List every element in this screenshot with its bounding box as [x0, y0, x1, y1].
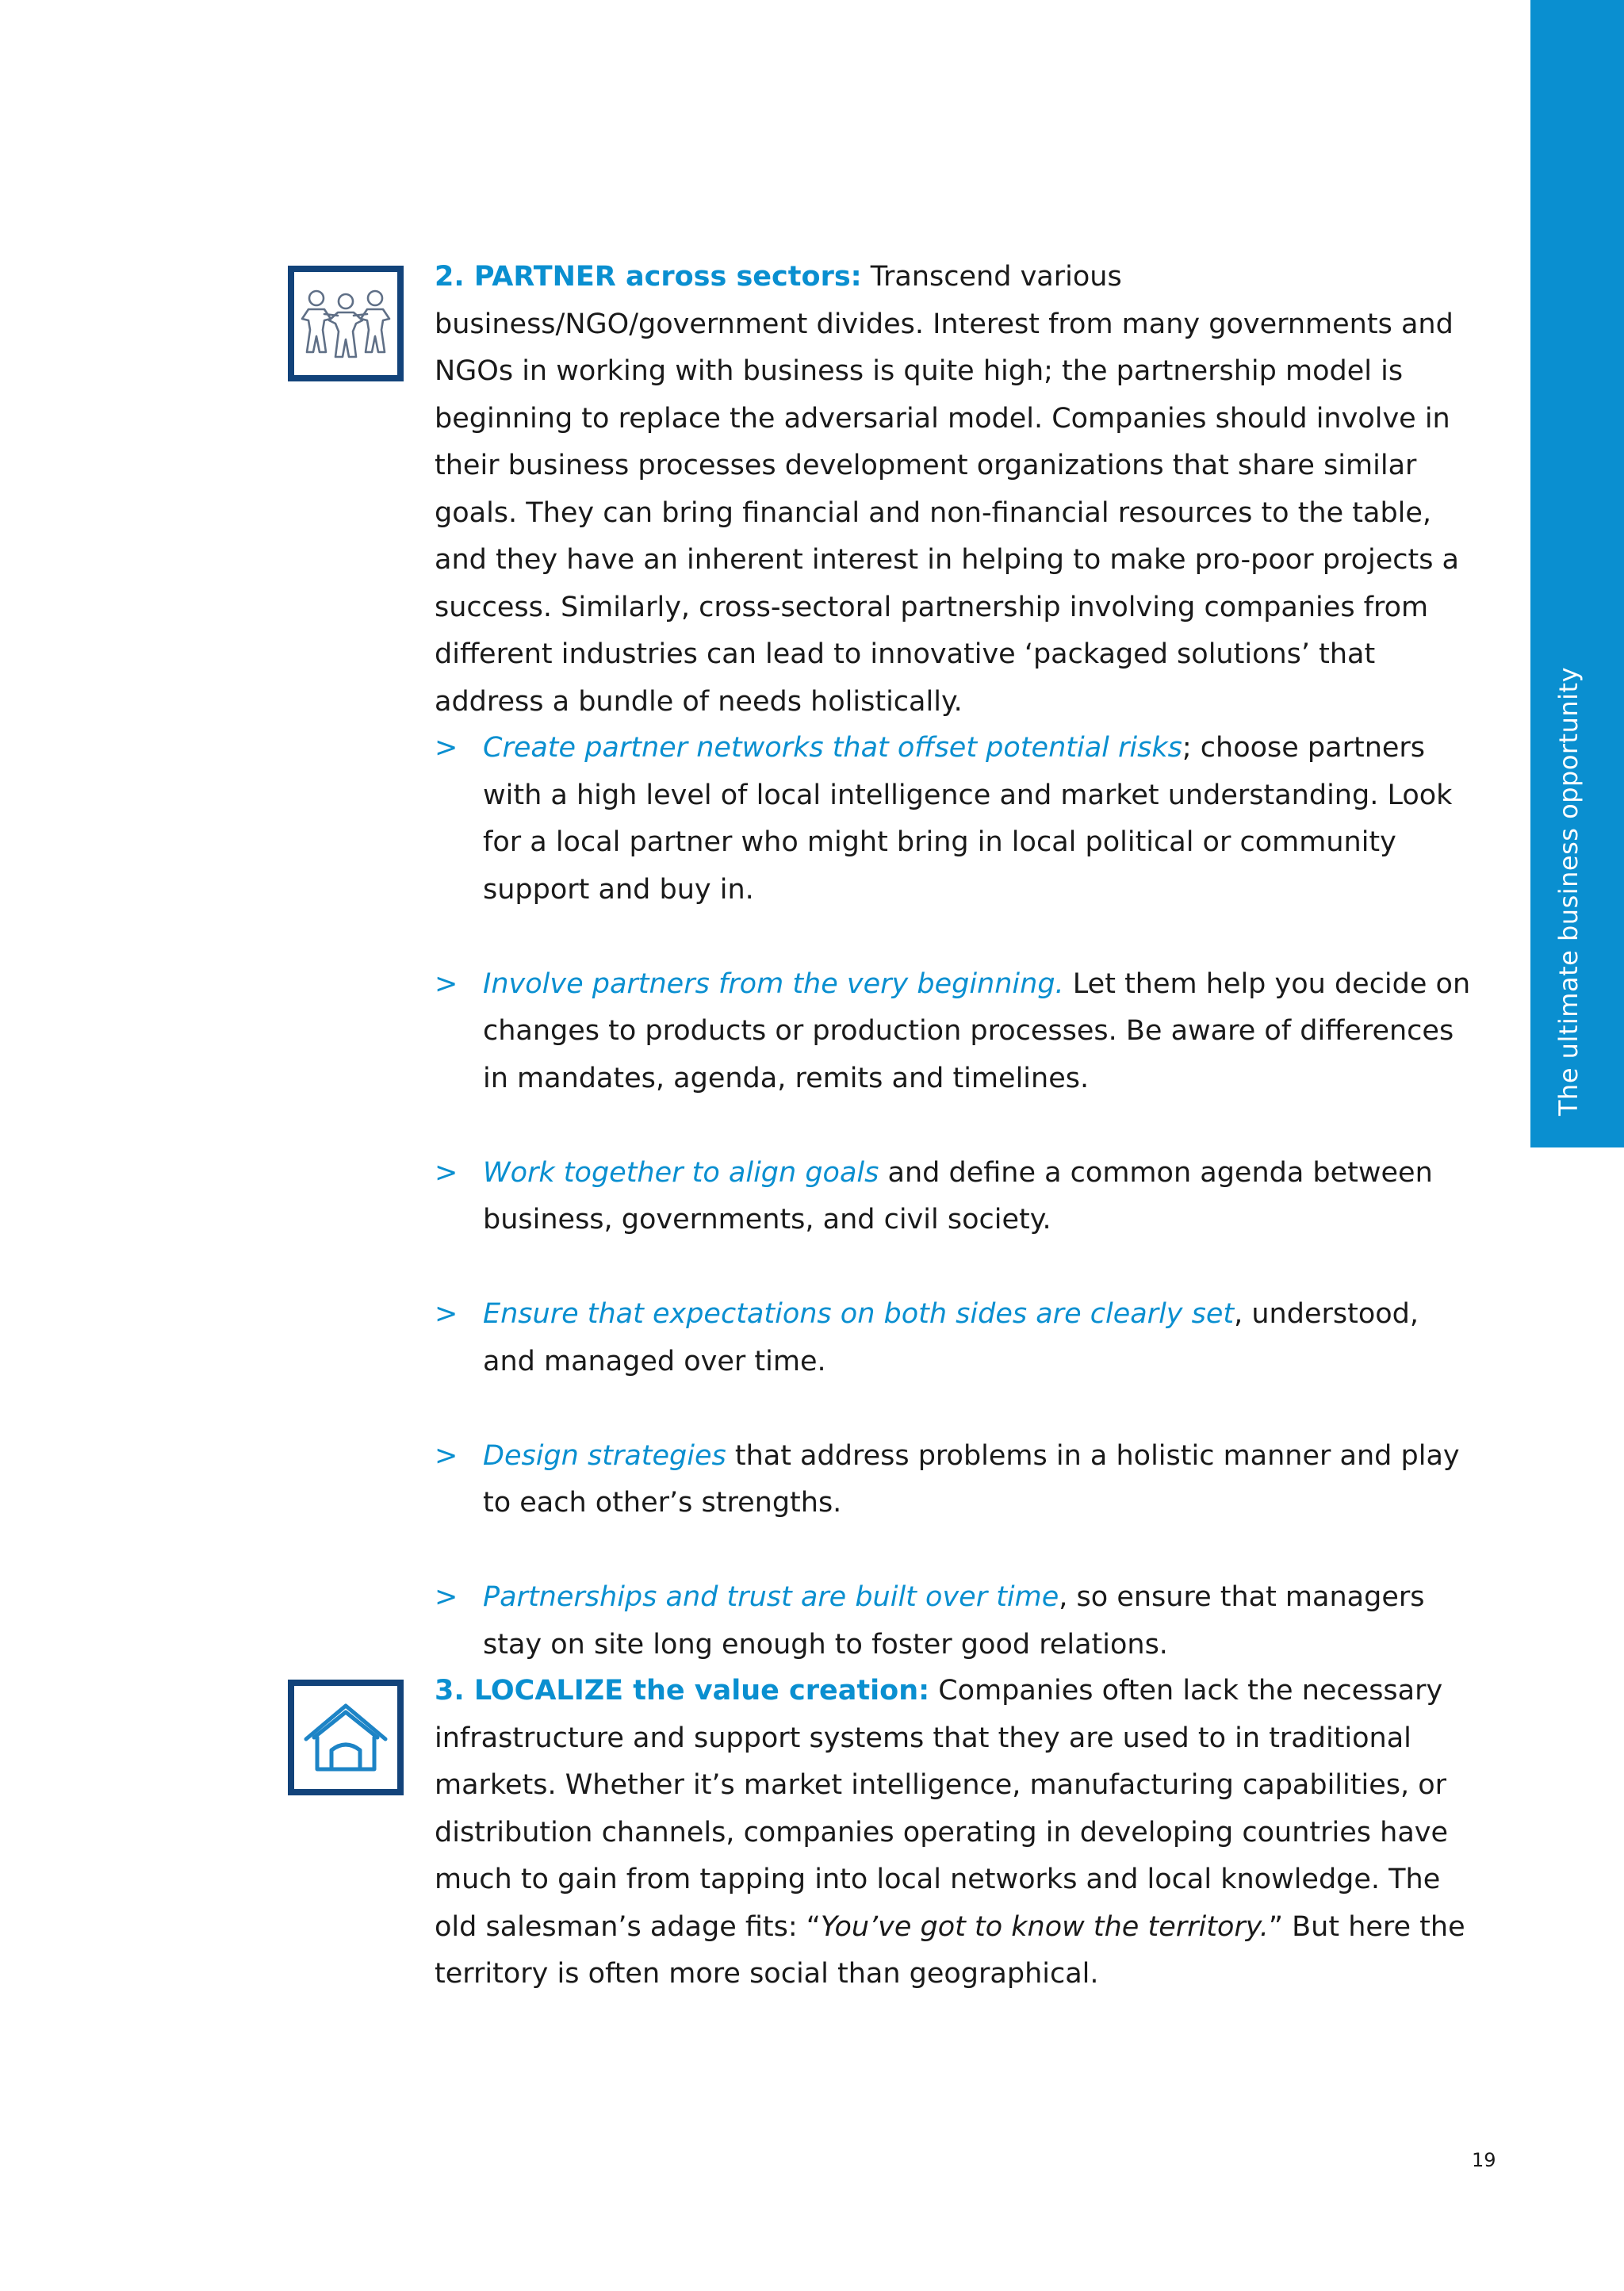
bullet-text: , so ensure that managers stay on site long enough to foster good relations. — [483, 1581, 1425, 1661]
bullet-highlight: Involve partners from the very beginning. — [483, 967, 1064, 1000]
bullet-marker: > — [435, 967, 458, 1000]
list-item — [435, 725, 1475, 914]
list-item — [435, 961, 1475, 1103]
localize-section-body: Companies often lack the necessary infrastructure and support systems that they are used to in traditional markets. Whether it’s market intelligence, manufacturing capabilities, or distribution channels, companies operating in developing countries have much to gain from tapping into local networks and local knowledge. The old salesman’s adage fits: “ — [435, 1675, 1449, 1943]
partner-section — [435, 254, 1475, 726]
bullet-text: and define a common agenda between business, governments, and civil society. — [483, 1156, 1433, 1236]
bullet-marker: > — [435, 1581, 458, 1613]
partner-section-heading: 2. PARTNER across sectors: — [435, 261, 862, 293]
localize-section — [435, 1668, 1475, 1998]
bullet-text: Let them help you decide on changes to products or production processes. Be aware of differences in mandates, agenda, remits and timelines. — [483, 967, 1471, 1094]
bullet-marker: > — [435, 1439, 458, 1472]
localize-section-body-end: ” But here the territory is often more social than geographical. — [435, 1910, 1465, 1990]
localize-quote: You’ve got to know the territory. — [820, 1910, 1269, 1943]
people-holding-hands-icon — [288, 266, 404, 381]
bullet-marker: > — [435, 732, 458, 764]
bullet-marker: > — [435, 1298, 458, 1330]
list-item — [435, 1150, 1475, 1244]
localize-section-heading: 3. LOCALIZE the value creation: — [435, 1675, 930, 1707]
page-number: 19 — [1472, 2149, 1496, 2171]
partner-section-body: Transcend various business/NGO/government divides. Interest from many governments and NGOs in working with business is quite high; the partnership model is beginning to replace the adversarial model. Companies should involve in their business processes development organizations that share similar goals. They can bring financial and non-financial resources to the table, and they have an inherent interest in helping to make pro-poor projects a success. Similarly, cross-sectoral partnership involving companies from different industries can lead to innovative ‘packaged solutions’ that address a bundle of needs holistically. — [435, 261, 1460, 718]
sidebar-label: The ultimate business opportunity — [1553, 666, 1584, 1116]
bullet-highlight: Create partner networks that offset potential risks — [483, 732, 1182, 764]
bullet-text: , understood, and managed over time. — [483, 1298, 1419, 1377]
bullet-text: that address problems in a holistic manner and play to each other’s strengths. — [483, 1439, 1460, 1519]
bullet-highlight: Design strategies — [483, 1439, 726, 1472]
list-item — [435, 1574, 1475, 1668]
bullet-highlight: Partnerships and trust are built over time — [483, 1581, 1059, 1613]
list-item — [435, 1291, 1475, 1385]
house-icon — [288, 1680, 404, 1795]
bullet-highlight: Ensure that expectations on both sides are clearly set — [483, 1298, 1235, 1330]
list-item — [435, 1433, 1475, 1527]
bullet-text: ; choose partners with a high level of local intelligence and market understanding. Look for a local partner who might bring in local political or community support and buy in. — [483, 732, 1453, 906]
bullet-highlight: Work together to align goals — [483, 1156, 879, 1189]
bullet-marker: > — [435, 1156, 458, 1189]
partner-recommendations-list — [435, 725, 1475, 1716]
